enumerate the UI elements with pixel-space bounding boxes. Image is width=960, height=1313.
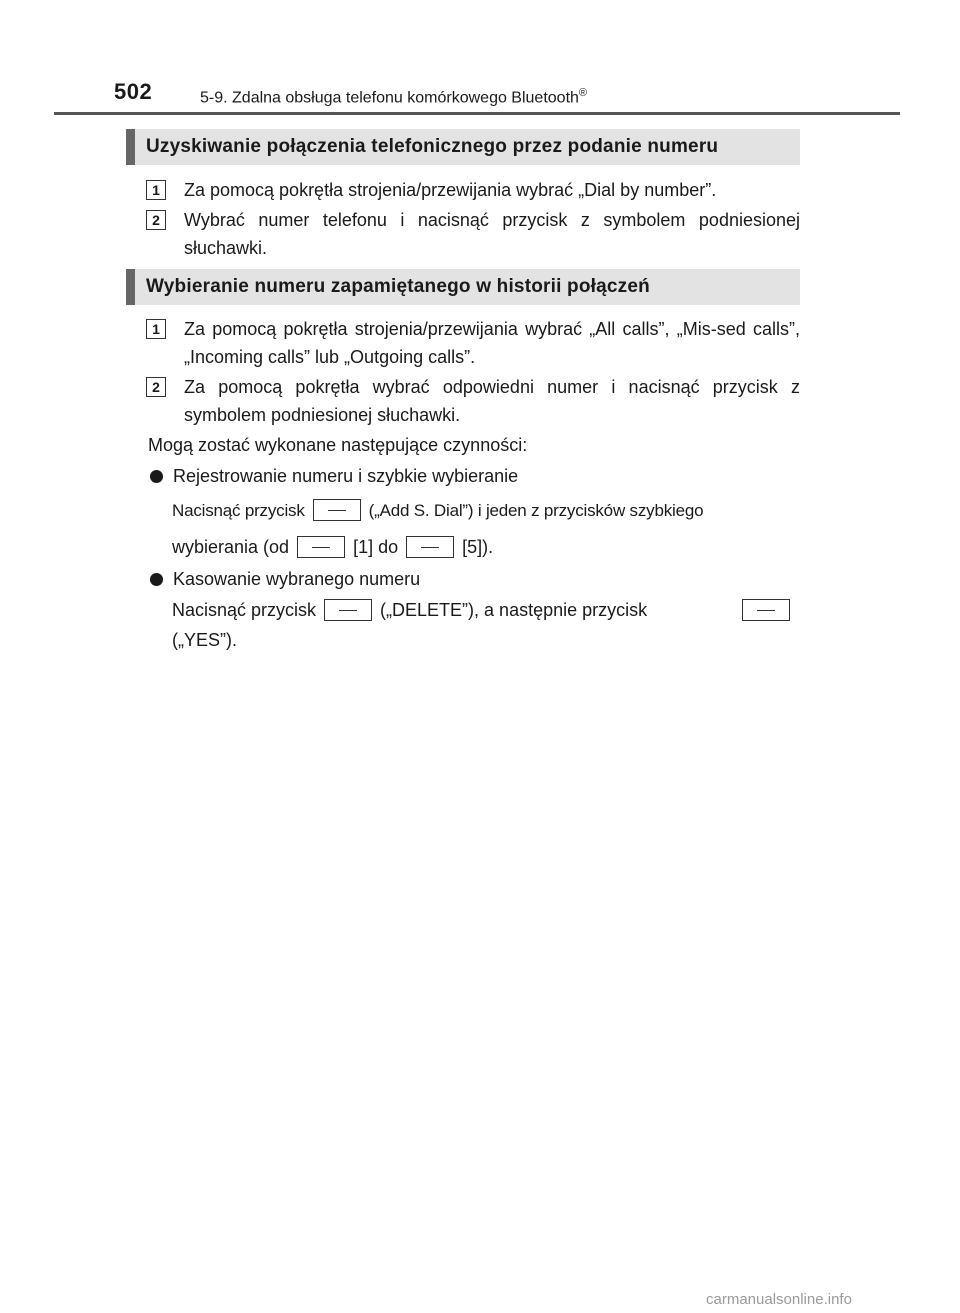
watermark: carmanualsonline.info	[706, 1291, 852, 1308]
step-text: Wybrać numer telefonu i nacisnąć przycisk z symbolem podniesionej słuchawki.	[184, 210, 800, 258]
page-number: 502	[114, 79, 153, 104]
header-divider	[54, 112, 900, 115]
instruction-text: [5]).	[462, 537, 494, 557]
step-2-dial-by-number	[146, 206, 800, 262]
actions-intro: Mogą zostać wykonane następujące czynności:	[148, 435, 528, 455]
step-text: Za pomocą pokrętła wybrać odpowiedni numer i nacisnąć przycisk z symbolem podniesionej słuchawki.	[184, 377, 800, 425]
chapter-title	[200, 87, 587, 107]
bullet-icon	[150, 470, 163, 483]
bullet-title: Rejestrowanie numeru i szybkie wybieranie	[173, 466, 519, 486]
instruction-text: Nacisnąć przycisk	[172, 600, 317, 620]
instruction-text: Nacisnąć przycisk	[172, 501, 305, 520]
speed-dial-instruction-line1	[172, 497, 703, 525]
step-1-call-history	[146, 315, 800, 371]
key-placeholder-icon	[297, 536, 345, 558]
bullet-delete-number	[150, 565, 420, 593]
instruction-text: wybierania (od	[172, 537, 290, 557]
chapter-title-text: 5-9. Zdalna obsługa telefonu komórkowego Bluetooth	[200, 89, 579, 107]
bullet-speed-dial	[150, 462, 518, 490]
page-header	[0, 0, 960, 120]
delete-instruction-line2: („YES”).	[172, 630, 237, 650]
step-number-badge: 2	[146, 377, 166, 397]
section-title-call-history: Wybieranie numeru zapamiętanego w historii połączeń	[126, 269, 800, 305]
key-placeholder-icon	[406, 536, 454, 558]
bullet-title: Kasowanie wybranego numeru	[173, 569, 421, 589]
key-placeholder-icon	[742, 599, 790, 621]
bullet-icon	[150, 573, 163, 586]
step-text: Za pomocą pokrętła strojenia/przewijania wybrać „Dial by number”.	[184, 180, 717, 200]
registered-mark: ®	[578, 87, 588, 99]
section-title-dial-by-number: Uzyskiwanie połączenia telefonicznego przez podanie numeru	[126, 129, 800, 165]
instruction-text: [1] do	[353, 537, 399, 557]
instruction-text: („DELETE”), a następnie przycisk	[380, 600, 648, 620]
step-number-badge: 2	[146, 210, 166, 230]
step-number-badge: 1	[146, 180, 166, 200]
step-text: Za pomocą pokrętła strojenia/przewijania wybrać „All calls”, „Mis-sed calls”, „Incoming calls” lub „Outgoing calls”.	[184, 319, 800, 367]
instruction-text: („Add S. Dial”) i jeden z przycisków szybkiego	[368, 501, 704, 520]
step-number-badge: 1	[146, 319, 166, 339]
key-placeholder-icon	[324, 599, 372, 621]
step-1-dial-by-number	[146, 176, 800, 204]
key-placeholder-icon	[313, 499, 361, 521]
step-2-call-history	[146, 373, 800, 429]
delete-instruction-line1	[172, 596, 800, 624]
speed-dial-instruction-line2	[172, 533, 493, 561]
